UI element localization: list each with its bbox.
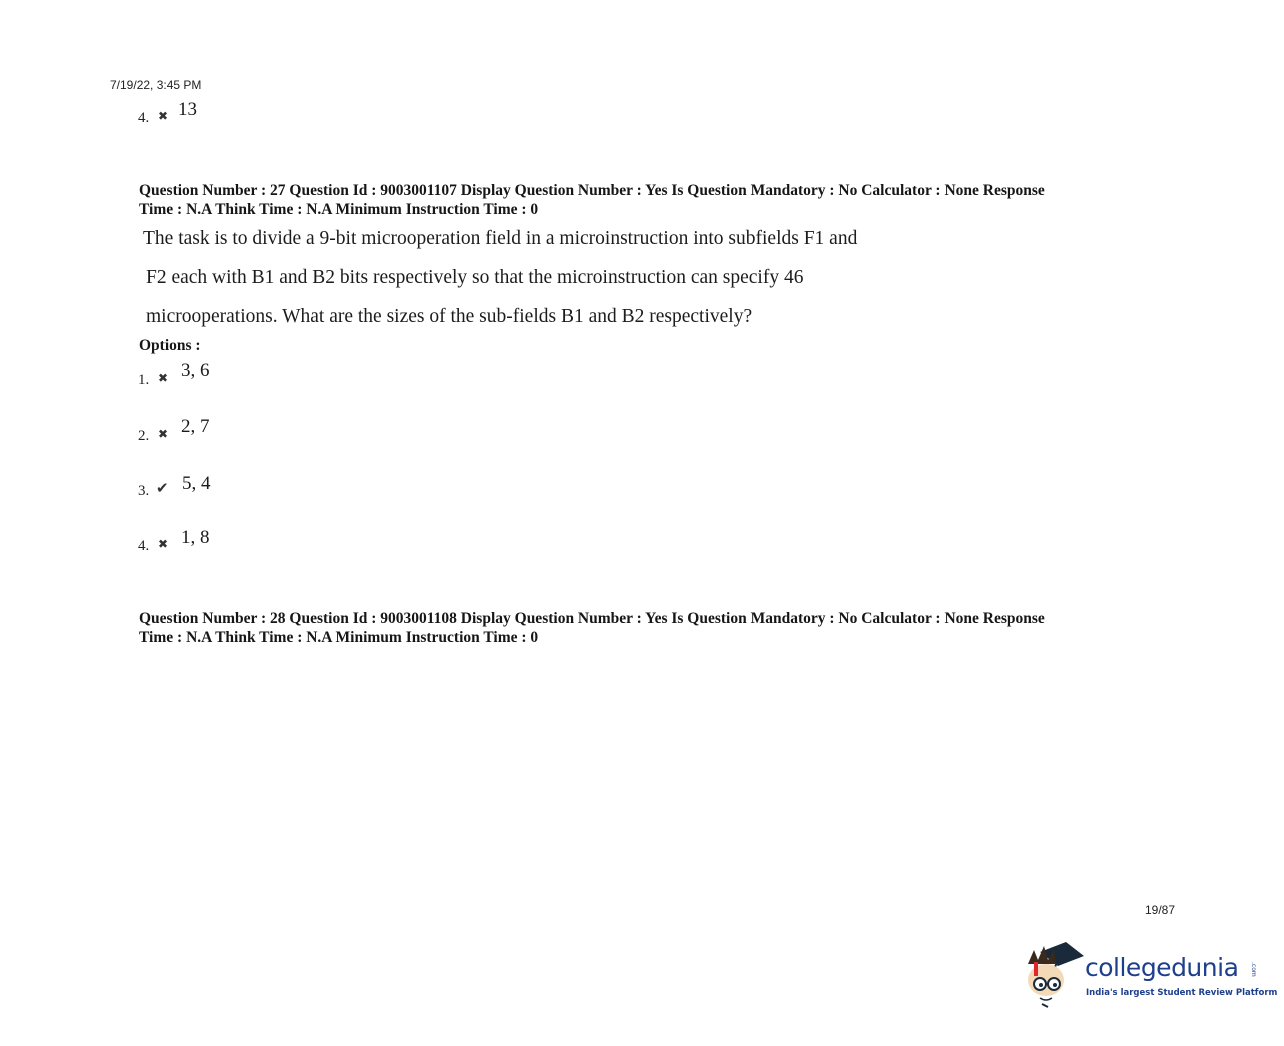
- option-text: 2, 7: [181, 416, 210, 437]
- option-3: [138, 472, 338, 504]
- logo-wordmark: collegedunia: [1085, 953, 1239, 982]
- option-2: [138, 416, 338, 448]
- cross-icon: ✖: [158, 371, 169, 385]
- collegedunia-logo: [1022, 936, 1278, 1010]
- option-text: 3, 6: [181, 360, 210, 381]
- option-number: 1.: [138, 372, 150, 388]
- question-text-line-3: microoperations. What are the sizes of the sub-fields B1 and B2 respectively?: [146, 306, 753, 327]
- mascot-icon: [1022, 938, 1086, 1008]
- option-number: 4.: [138, 110, 150, 126]
- options-label: Options :: [139, 337, 201, 354]
- cross-icon: ✖: [158, 427, 169, 441]
- cross-icon: ✖: [158, 109, 169, 123]
- option-number: 4.: [138, 538, 150, 554]
- question-meta-line-1: Question Number : 27 Question Id : 9003001107 Display Question Number : Yes Is Question Mandatory : No Calculator : None Response: [139, 182, 1045, 199]
- question-meta-line-2: Time : N.A Think Time : N.A Minimum Instruction Time : 0: [139, 201, 539, 218]
- page-number: 19/87: [1145, 903, 1176, 917]
- question-meta-line-2: Time : N.A Think Time : N.A Minimum Instruction Time : 0: [139, 629, 539, 646]
- logo-tagline: India's largest Student Review Platform: [1086, 988, 1278, 998]
- question-text-line-1: The task is to divide a 9-bit microoperation field in a microinstruction into subfields F1 and: [143, 228, 858, 249]
- question-text-line-2: F2 each with B1 and B2 bits respectively so that the microinstruction can specify 46: [146, 267, 804, 288]
- question-27-meta: [139, 181, 1139, 219]
- option-4: [138, 526, 338, 558]
- option-number: 3.: [138, 483, 150, 499]
- prev-option-4: [138, 98, 338, 128]
- option-text: 1, 8: [181, 527, 210, 548]
- check-icon: ✔: [156, 479, 169, 497]
- option-text: 5, 4: [182, 473, 211, 494]
- question-meta-line-1: Question Number : 28 Question Id : 9003001108 Display Question Number : Yes Is Question Mandatory : No Calculator : None Response: [139, 610, 1045, 627]
- question-28-meta: [139, 609, 1139, 647]
- option-number: 2.: [138, 428, 150, 444]
- logo-domain: .com: [1250, 962, 1257, 977]
- print-date: 7/19/22, 3:45 PM: [110, 78, 202, 92]
- option-text: 13: [178, 99, 197, 120]
- cross-icon: ✖: [158, 537, 169, 551]
- option-1: [138, 360, 338, 392]
